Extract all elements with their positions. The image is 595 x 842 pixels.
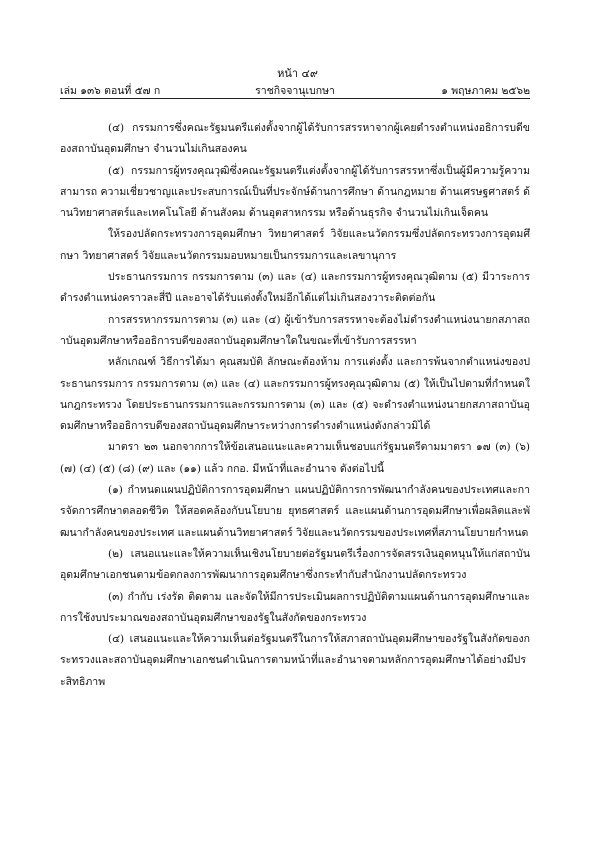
paragraph-nomination: การสรรหากรรมการตาม (๓) และ (๔) ผู้เข้ารับการสรรหาจะต้องไม่ดำรงตำแหน่งนายกสภาสถาบันอุดมศึกษาหรืออธิการบดีของสถาบันอุดมศึกษาใดในขณะที่เข้ารับการสรรหา bbox=[60, 313, 530, 347]
paragraph-term: ประธานกรรมการ กรรมการตาม (๓) และ (๔) และกรรมการผู้ทรงคุณวุฒิตาม (๕) มีวาระการดำรงตำแหน่งคราวละสี่ปี และอาจได้รับแต่งตั้งใหม่อีกได้แต่ไม่เกินสองวาระติดต่อกัน bbox=[60, 271, 530, 305]
publication-date: ๑ พฤษภาคม ๒๕๖๒ bbox=[441, 85, 530, 97]
paragraph-duty-1: (๑) กำหนดแผนปฏิบัติการการอุดมศึกษา แผนปฏิบัติการการพัฒนากำลังคนของประเทศและการจัดการศึกษาตลอดชีวิต ให้สอดคล้องกับนโยบาย ยุทธศาสตร์ และแผนด้านการอุดมศึกษาเพื่อผลิตและพัฒนากำลังคนของประเทศ และแผนด้านวิทยาศาสตร์ วิจัยและนวัตกรรมของประเทศที่สภานโยบายกำหนด bbox=[60, 484, 530, 539]
paragraph-criteria: หลักเกณฑ์ วิธีการได้มา คุณสมบัติ ลักษณะต้องห้าม การแต่งตั้ง และการพ้นจากตำแหน่งของประธานกรรมการ กรรมการตาม (๓) และ (๔) และกรรมการผู้ทรงคุณวุฒิตาม (๕) ให้เป็นไปตามที่กำหนดในกฎกระทรวง โดยประธานกรรมการและกรรมการตาม (๓) และ (๕) จะดำรงตำแหน่งนายกสภาสถาบันอุดมศึกษาหรืออธิการบดีของสถาบันอุดมศึกษาระหว่างการดำรงตำแหน่งดังกล่าวมิได้ bbox=[60, 356, 530, 433]
volume-issue: เล่ม ๑๓๖ ตอนที่ ๕๗ ก bbox=[60, 85, 161, 97]
paragraph-duty-4: (๔) เสนอแนะและให้ความเห็นต่อรัฐมนตรีในการให้สภาสถาบันอุดมศึกษาของรัฐในสังกัดของกระทรวงและสถาบันอุดมศึกษาเอกชนดำเนินการตามหน้าที่และอำนาจตามหลักการอุดมศึกษาได้อย่างมีประสิทธิภาพ bbox=[60, 633, 530, 688]
paragraph-section-23: มาตรา ๒๓ นอกจากการให้ข้อเสนอแนะและความเห็นชอบแก่รัฐมนตรีตามมาตรา ๑๗ (๓) (๖) (๗) (๔) (๕) (๘) (๙) และ (๑๑) แล้ว กกอ. มีหน้าที่และอำนาจ ดังต่อไปนี้ bbox=[60, 441, 530, 475]
document-body bbox=[60, 118, 530, 693]
header-divider bbox=[60, 98, 530, 99]
paragraph-item-4: (๔) กรรมการซึ่งคณะรัฐมนตรีแต่งตั้งจากผู้ได้รับการสรรหาจากผู้เคยดำรงตำแหน่งอธิการบดีของสถาบันอุดมศึกษา จำนวนไม่เกินสองคน bbox=[60, 122, 530, 156]
paragraph-duty-3: (๓) กำกับ เร่งรัด ติดตาม และจัดให้มีการประเมินผลการปฏิบัติตามแผนด้านการอุดมศึกษาและการใช้งบประมาณของสถาบันอุดมศึกษาของรัฐในสังกัดของกระทรวง bbox=[60, 590, 530, 624]
gazette-name: ราชกิจจานุเบกษา bbox=[255, 85, 335, 97]
running-header bbox=[60, 82, 530, 96]
paragraph-item-5: (๕) กรรมการผู้ทรงคุณวุฒิซึ่งคณะรัฐมนตรีแต่งตั้งจากผู้ได้รับการสรรหาซึ่งเป็นผู้มีความรู้ความสามารถ ความเชี่ยวชาญและประสบการณ์เป็นที่ประจักษ์ด้านการศึกษา ด้านกฎหมาย ด้านเศรษฐศาสตร์ ด้านวิทยาศาสตร์และเทคโนโลยี ด้านสังคม ด้านอุตสาหกรรม หรือด้านธุรกิจ จำนวนไม่เกินเจ็ดคน bbox=[60, 164, 530, 220]
page-number: หน้า ๔๙ bbox=[277, 67, 318, 80]
paragraph-secretary: ให้รองปลัดกระทรวงการอุดมศึกษา วิทยาศาสตร์ วิจัยและนวัตกรรมซึ่งปลัดกระทรวงการอุดมศึกษา วิทยาศาสตร์ วิจัยและนวัตกรรมมอบหมายเป็นกรรมการและเลขานุการ bbox=[60, 228, 530, 262]
paragraph-duty-2: (๒) เสนอแนะและให้ความเห็นเชิงนโยบายต่อรัฐมนตรีเรื่องการจัดสรรเงินอุดหนุนให้แก่สถาบันอุดมศึกษาเอกชนตามข้อตกลงการพัฒนาการอุดมศึกษาซึ่งกระทำกับสำนักงานปลัดกระทรวง bbox=[60, 547, 530, 582]
